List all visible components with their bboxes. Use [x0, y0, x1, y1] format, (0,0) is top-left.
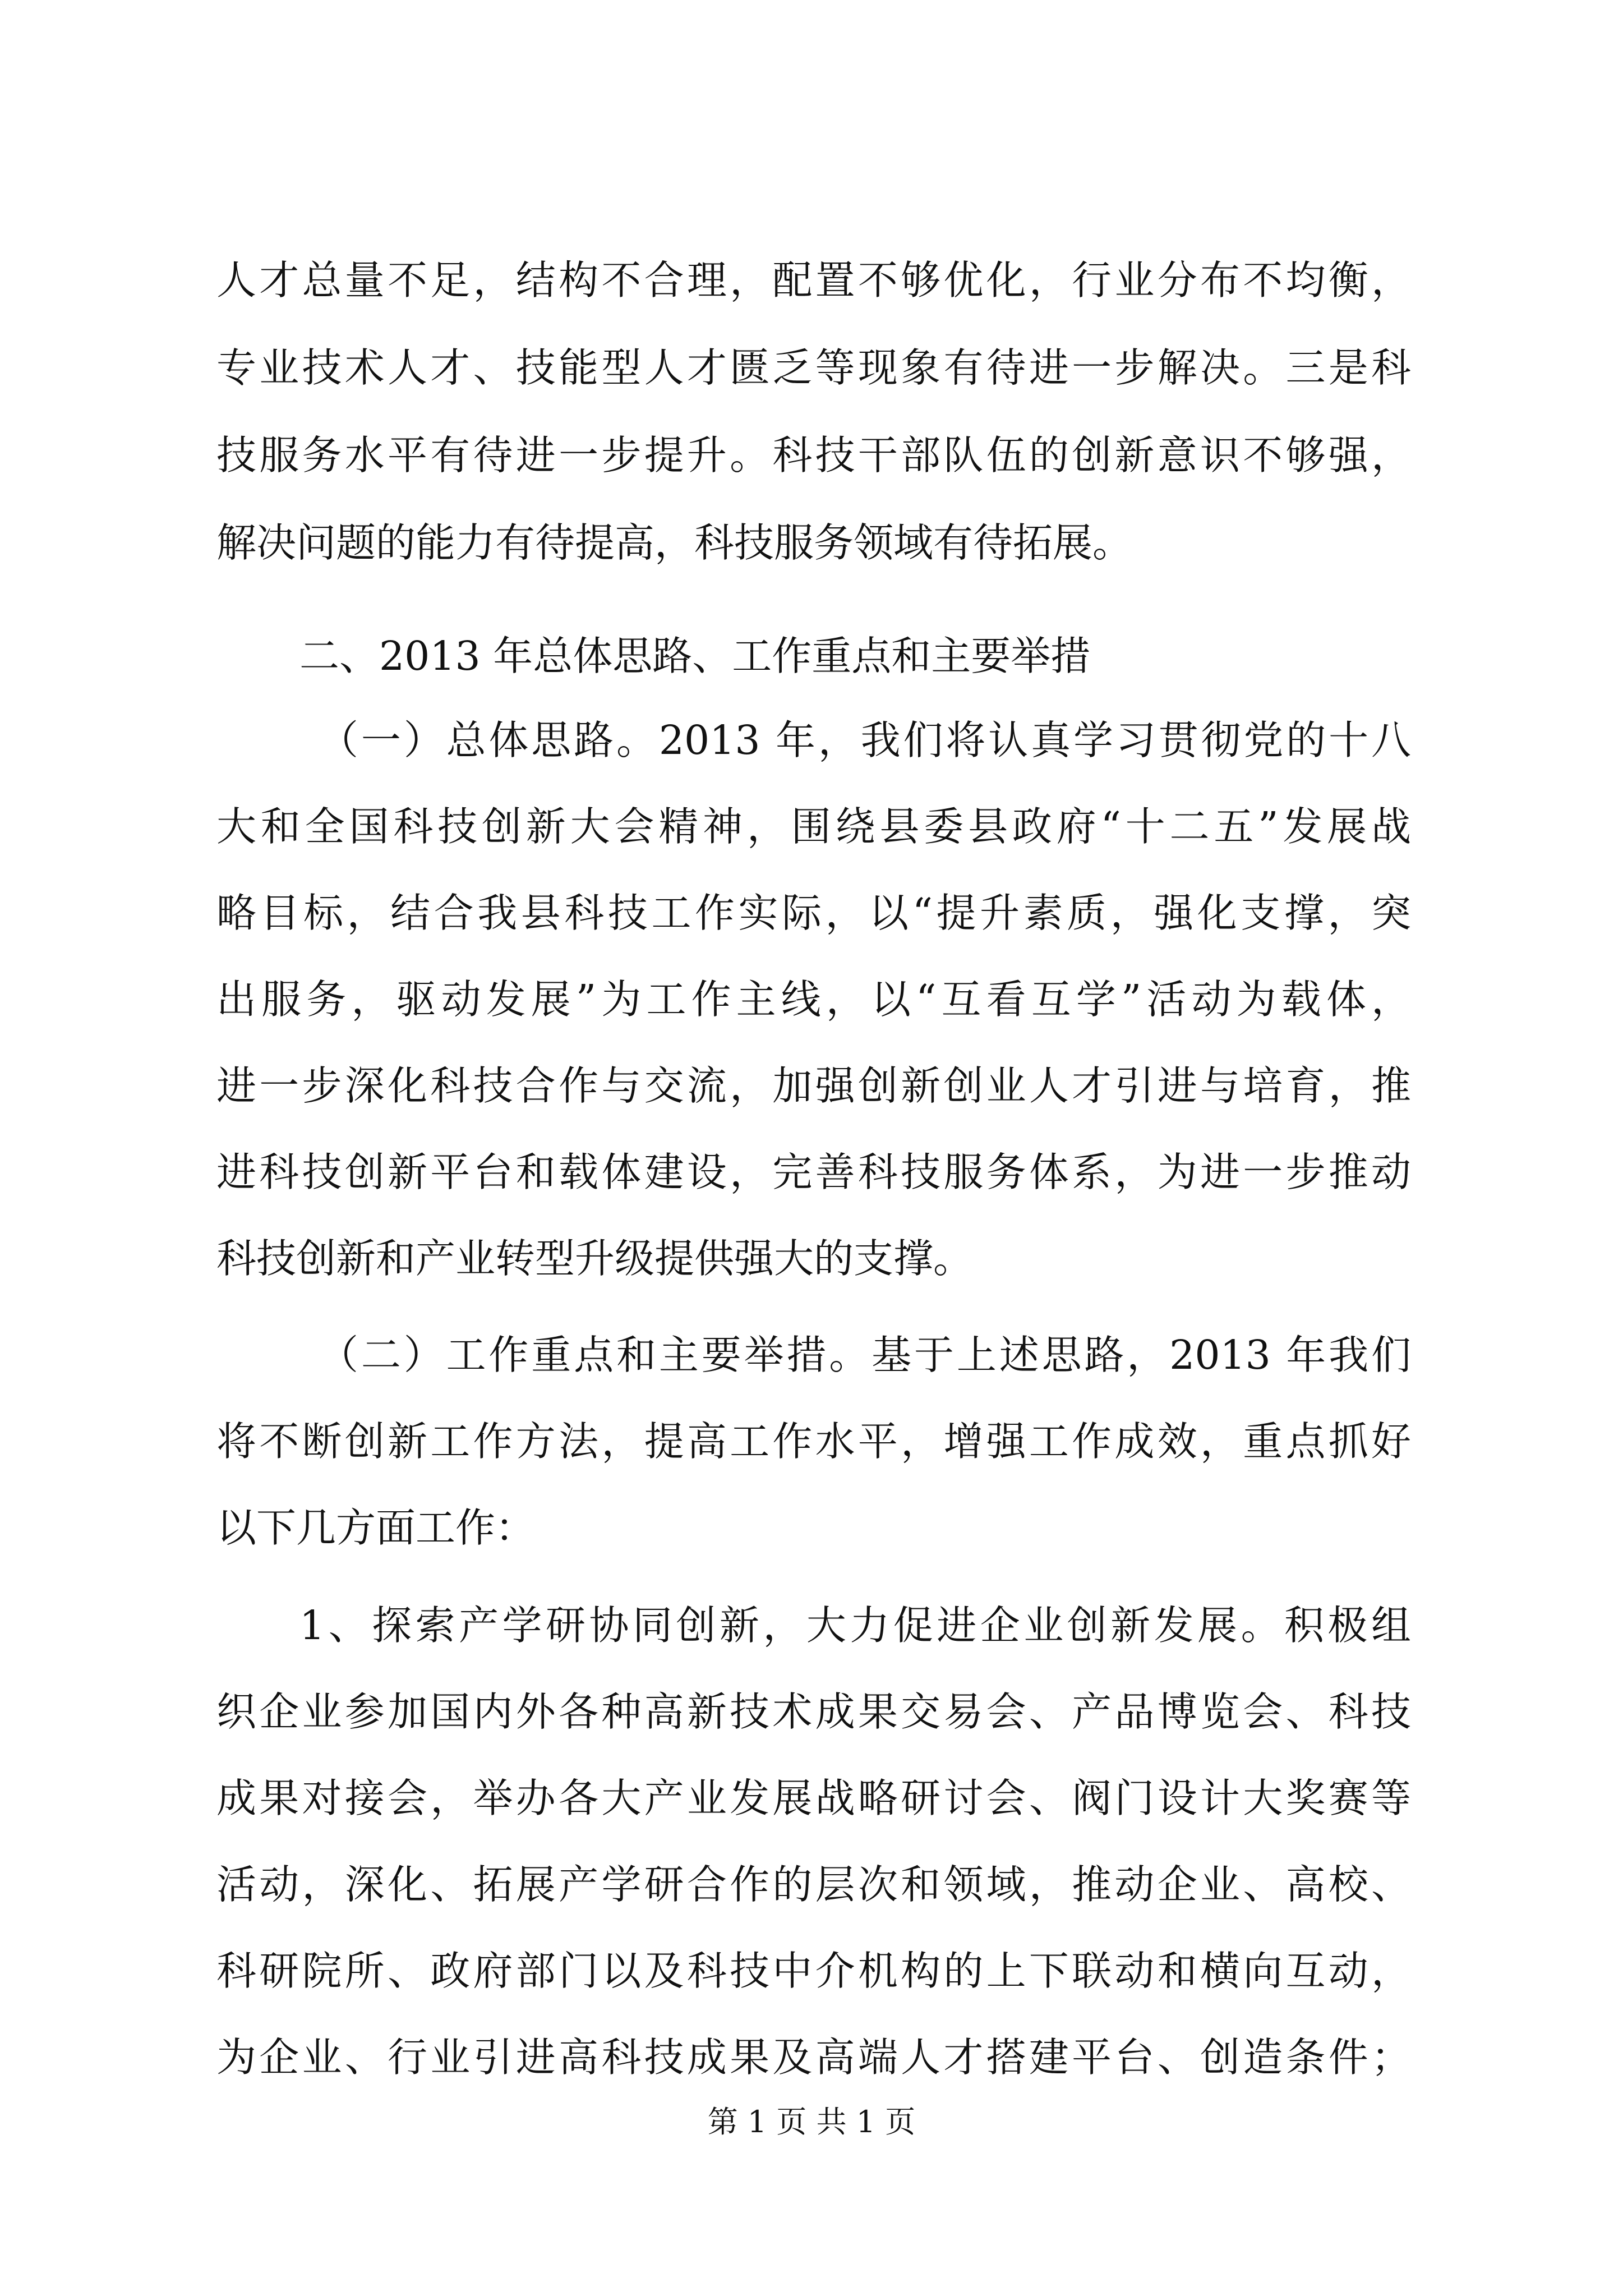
- text-line: 解决问题的能力有待提高，科技服务领域有待拓展。: [216, 519, 1133, 566]
- text-line: （一）总体思路。2013 年，我们将认真学习贯彻党的十八: [319, 717, 1411, 763]
- text-line: 科研院所、政府部门以及科技中介机构的上下联动和横向互动，: [216, 1948, 1411, 1994]
- text-line: 进科技创新平台和载体建设，完善科技服务体系，为进一步推动: [216, 1149, 1411, 1195]
- text-line: 人才总量不足，结构不合理，配置不够优化，行业分布不均衡，: [216, 257, 1411, 303]
- text-line: 技服务水平有待进一步提升。科技干部队伍的创新意识不够强，: [216, 432, 1411, 478]
- page-number-footer: 第 1 页 共 1 页: [707, 2104, 916, 2139]
- text-line: 1、探索产学研协同创新，大力促进企业创新发展。积极组: [299, 1602, 1411, 1649]
- text-line: 科技创新和产业转型升级提供强大的支撑。: [216, 1235, 974, 1282]
- text-line: 织企业参加国内外各种高新技术成果交易会、产品博览会、科技: [216, 1688, 1411, 1735]
- text-line: 进一步深化科技合作与交流，加强创新创业人才引进与培育，推: [216, 1062, 1411, 1109]
- text-line: 成果对接会，举办各大产业发展战略研讨会、阀门设计大奖赛等: [216, 1775, 1411, 1821]
- text-line: 以下几方面工作：: [216, 1504, 536, 1551]
- text-line: （二）工作重点和主要举措。基于上述思路，2013 年我们: [319, 1332, 1411, 1378]
- text-line: 大和全国科技创新大会精神，围绕县委县政府“十二五”发展战: [216, 803, 1411, 850]
- text-line: 活动，深化、拓展产学研合作的层次和领域，推动企业、高校、: [216, 1861, 1411, 1908]
- text-line: 将不断创新工作方法，提高工作水平，增强工作成效，重点抓好: [216, 1418, 1411, 1465]
- text-line: 专业技术人才、技能型人才匮乏等现象有待进一步解决。三是科: [216, 344, 1411, 391]
- text-line: 出服务，驱动发展”为工作主线，以“互看互学”活动为载体，: [216, 976, 1411, 1023]
- text-line: 为企业、行业引进高科技成果及高端人才搭建平台、创造条件；: [216, 2034, 1411, 2081]
- text-line: 略目标，结合我县科技工作实际，以“提升素质，强化支撑，突: [216, 890, 1411, 936]
- section-heading: 二、2013 年总体思路、工作重点和主要举措: [299, 633, 1091, 679]
